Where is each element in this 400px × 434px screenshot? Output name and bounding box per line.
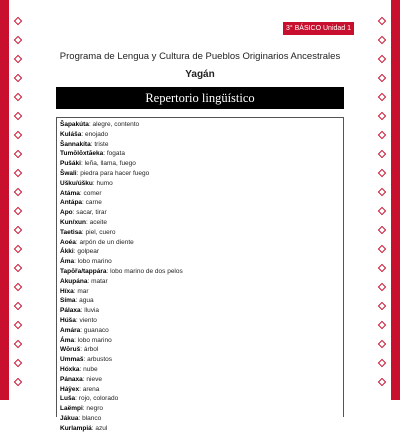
term-separator: : bbox=[90, 140, 95, 148]
vocabulary-item bbox=[60, 277, 343, 287]
term-separator: : bbox=[73, 287, 78, 295]
vocabulary-term: Kun/xun bbox=[60, 218, 86, 226]
diamond-icon bbox=[378, 17, 386, 25]
vocabulary-meaning: alegre, contento bbox=[92, 121, 140, 128]
vocabulary-item bbox=[60, 355, 343, 365]
vocabulary-meaning: lobo marino de dos pelos bbox=[110, 267, 183, 275]
vocabulary-term: Taetisa bbox=[60, 228, 82, 236]
diamond-icon bbox=[14, 226, 22, 234]
term-separator: : bbox=[86, 218, 90, 226]
vocabulary-meaning: blanco bbox=[82, 414, 102, 422]
vocabulary-item bbox=[60, 130, 343, 140]
diamond-icon bbox=[14, 112, 22, 120]
vocabulary-item bbox=[60, 267, 343, 277]
vocabulary-item bbox=[60, 140, 343, 150]
term-separator: : bbox=[78, 414, 83, 422]
diamond-icon bbox=[14, 321, 22, 329]
vocabulary-term: Apo bbox=[60, 209, 73, 217]
diamond-icon bbox=[378, 36, 386, 44]
term-separator: : bbox=[80, 346, 84, 354]
term-separator: : bbox=[88, 121, 93, 128]
vocabulary-term: Jákua bbox=[60, 414, 79, 422]
diamond-icon bbox=[14, 302, 22, 310]
vocabulary-item bbox=[60, 404, 343, 414]
vocabulary-meaning: fogata bbox=[106, 150, 125, 158]
vocabulary-item bbox=[60, 375, 343, 385]
term-separator: : bbox=[75, 395, 79, 403]
diamond-icon bbox=[14, 150, 22, 158]
vocabulary-meaning: aceite bbox=[89, 218, 107, 226]
diamond-icon bbox=[378, 207, 386, 215]
diamond-icon bbox=[378, 359, 386, 367]
vocabulary-item bbox=[60, 316, 343, 326]
vocabulary-item bbox=[60, 228, 343, 238]
vocabulary-meaning: arena bbox=[82, 385, 100, 393]
vocabulary-term: Amára bbox=[60, 326, 81, 334]
vocabulary-term: Kuláša bbox=[60, 130, 82, 138]
diamond-icon bbox=[14, 169, 22, 177]
diamond-icon bbox=[14, 340, 22, 348]
vocabulary-item bbox=[60, 296, 343, 306]
vocabulary-item bbox=[60, 326, 343, 336]
vocabulary-term: Híxa bbox=[60, 287, 74, 295]
vocabulary-meaning: comer bbox=[83, 189, 102, 197]
vocabulary-item bbox=[60, 247, 343, 257]
vocabulary-term: Húša bbox=[60, 316, 76, 324]
vocabulary-meaning: arbustos bbox=[87, 356, 113, 364]
diamond-icon bbox=[378, 169, 386, 177]
diamond-icon bbox=[378, 302, 386, 310]
vocabulary-meaning: rojo, colorado bbox=[78, 395, 119, 403]
vocabulary-item bbox=[60, 336, 343, 346]
vocabulary-meaning: humo bbox=[96, 179, 113, 187]
term-separator: : bbox=[79, 365, 84, 373]
diamond-icon bbox=[378, 150, 386, 158]
vocabulary-meaning: agua bbox=[79, 297, 94, 305]
vocabulary-term: Wōruš bbox=[60, 346, 81, 354]
term-separator: : bbox=[82, 405, 87, 413]
vocabulary-meaning: guanaco bbox=[83, 326, 109, 334]
vocabulary-item bbox=[60, 169, 343, 179]
program-title: Programa de Lengua y Cultura de Pueblos Originarios Ancestrales bbox=[59, 51, 341, 62]
vocabulary-term: Ušku/úšku bbox=[60, 179, 93, 187]
diamond-icon bbox=[14, 378, 22, 386]
vocabulary-item bbox=[60, 385, 343, 395]
vocabulary-meaning: piel, cuero bbox=[85, 228, 116, 236]
vocabulary-term: Šwali bbox=[60, 169, 77, 177]
vocabulary-meaning: lobo marino bbox=[77, 258, 112, 266]
diamond-icon bbox=[14, 245, 22, 253]
language-title: Yagán bbox=[185, 69, 215, 80]
vocabulary-item bbox=[60, 394, 343, 404]
diamond-icon bbox=[378, 93, 386, 101]
term-separator: : bbox=[103, 150, 107, 158]
section-banner: Repertorio lingüístico bbox=[56, 87, 344, 109]
term-separator: : bbox=[87, 277, 92, 285]
term-separator: : bbox=[79, 189, 84, 197]
vocabulary-meaning: triste bbox=[94, 140, 109, 148]
term-separator: : bbox=[83, 356, 88, 364]
diamond-icon bbox=[14, 17, 22, 25]
vocabulary-item bbox=[60, 257, 343, 267]
diamond-icon bbox=[14, 131, 22, 139]
term-separator: : bbox=[106, 267, 111, 275]
vocabulary-meaning: azul bbox=[95, 424, 108, 432]
term-separator: : bbox=[75, 238, 80, 246]
vocabulary-term: Hóxka bbox=[60, 365, 80, 373]
vocabulary-item bbox=[60, 365, 343, 375]
vocabulary-meaning: mar bbox=[77, 287, 89, 295]
vocabulary-meaning: piedra para hacer fuego bbox=[80, 169, 150, 177]
vocabulary-term: Háÿex bbox=[60, 385, 80, 393]
term-separator: : bbox=[75, 297, 80, 305]
vocabulary-meaning: árbol bbox=[83, 346, 99, 354]
vocabulary-term: Pušáki bbox=[60, 160, 81, 168]
vocabulary-item bbox=[60, 306, 343, 316]
vocabulary-meaning: lluvia bbox=[84, 307, 100, 315]
term-separator: : bbox=[81, 228, 86, 236]
diamond-icon bbox=[378, 112, 386, 120]
vocabulary-meaning: viento bbox=[79, 316, 97, 324]
term-separator: : bbox=[82, 199, 86, 207]
vocabulary-term: Atáma bbox=[60, 189, 80, 197]
term-separator: : bbox=[74, 336, 78, 344]
vocabulary-term: Aoéa bbox=[60, 238, 76, 246]
term-separator: : bbox=[79, 385, 83, 393]
vocabulary-term: Kurlampiá bbox=[60, 424, 92, 432]
diamond-icon bbox=[378, 245, 386, 253]
diamond-icon bbox=[14, 207, 22, 215]
vocabulary-term: Šapakúta bbox=[60, 121, 89, 128]
vocabulary-meaning: sacar, tirar bbox=[76, 209, 107, 217]
diamond-icon bbox=[378, 188, 386, 196]
vocabulary-item bbox=[60, 345, 343, 355]
vocabulary-term: Ákki bbox=[60, 248, 74, 256]
vocabulary-term: Akupána bbox=[60, 277, 88, 285]
vocabulary-meaning: golpear bbox=[77, 248, 100, 256]
vocabulary-item bbox=[60, 218, 343, 228]
diamond-icon bbox=[14, 36, 22, 44]
vocabulary-meaning: carne bbox=[85, 199, 102, 207]
vocabulary-item bbox=[60, 287, 343, 297]
vocabulary-item bbox=[60, 159, 343, 169]
term-separator: : bbox=[81, 130, 85, 138]
diamond-icon bbox=[378, 340, 386, 348]
diamond-icon bbox=[378, 283, 386, 291]
vocabulary-meaning: negro bbox=[86, 405, 104, 413]
vocabulary-meaning: leña, llama, fuego bbox=[84, 160, 136, 168]
term-separator: : bbox=[80, 326, 84, 334]
diamond-icon bbox=[378, 131, 386, 139]
vocabulary-term: Antápa bbox=[60, 199, 83, 207]
diamond-icon bbox=[378, 321, 386, 329]
diamond-icon bbox=[14, 283, 22, 291]
term-separator: : bbox=[91, 424, 96, 432]
vocabulary-item bbox=[60, 189, 343, 199]
term-separator: : bbox=[82, 375, 87, 383]
diamond-icon bbox=[378, 378, 386, 386]
vocabulary-term: Pálaxa bbox=[60, 307, 81, 315]
vocabulary-term: Ummaš bbox=[60, 356, 84, 364]
vocabulary-meaning: lobo marino bbox=[77, 336, 112, 344]
term-separator: : bbox=[92, 179, 97, 187]
vocabulary-item bbox=[60, 149, 343, 159]
diamond-icon bbox=[14, 359, 22, 367]
vocabulary-meaning: nieve bbox=[86, 375, 102, 383]
vocabulary-meaning: matar bbox=[91, 277, 108, 285]
vocabulary-term: Tumōlōxtāeka bbox=[60, 150, 104, 158]
vocabulary-meaning: nube bbox=[83, 365, 98, 373]
term-separator: : bbox=[74, 258, 78, 266]
vocabulary-meaning: enojado bbox=[84, 130, 109, 138]
diamond-icon bbox=[14, 93, 22, 101]
vocabulary-term: Šannakíta bbox=[60, 140, 91, 148]
vocabulary-term: Tapōřa/tappára bbox=[60, 267, 107, 275]
vocabulary-item bbox=[60, 424, 343, 434]
term-separator: : bbox=[76, 169, 81, 177]
diamond-icon bbox=[14, 264, 22, 272]
diamond-icon bbox=[14, 188, 22, 196]
vocabulary-item bbox=[60, 179, 343, 189]
grade-unit-badge: 3° BÁSICO Unidad 1 bbox=[283, 22, 354, 35]
term-separator: : bbox=[72, 209, 77, 217]
term-separator: : bbox=[73, 248, 78, 256]
vocabulary-term: Síma bbox=[60, 297, 76, 305]
diamond-icon bbox=[378, 264, 386, 272]
vocabulary-term: Áma bbox=[60, 336, 75, 344]
vocabulary-item bbox=[60, 414, 343, 424]
term-separator: : bbox=[80, 160, 85, 168]
term-separator: : bbox=[75, 316, 80, 324]
vocabulary-meaning: arpón de un diente bbox=[79, 238, 134, 246]
vocabulary-list bbox=[57, 118, 343, 434]
vocabulary-item bbox=[60, 208, 343, 218]
diamond-icon bbox=[378, 226, 386, 234]
vocabulary-term: Luša bbox=[60, 395, 76, 403]
vocabulary-item bbox=[60, 198, 343, 208]
vocabulary-box bbox=[56, 117, 344, 432]
term-separator: : bbox=[80, 307, 85, 315]
vocabulary-term: Áma bbox=[60, 258, 75, 266]
vocabulary-item bbox=[60, 120, 343, 130]
vocabulary-term: Laëmpi bbox=[60, 405, 83, 413]
vocabulary-term: Pánaxa bbox=[60, 375, 83, 383]
vocabulary-item bbox=[60, 238, 343, 248]
